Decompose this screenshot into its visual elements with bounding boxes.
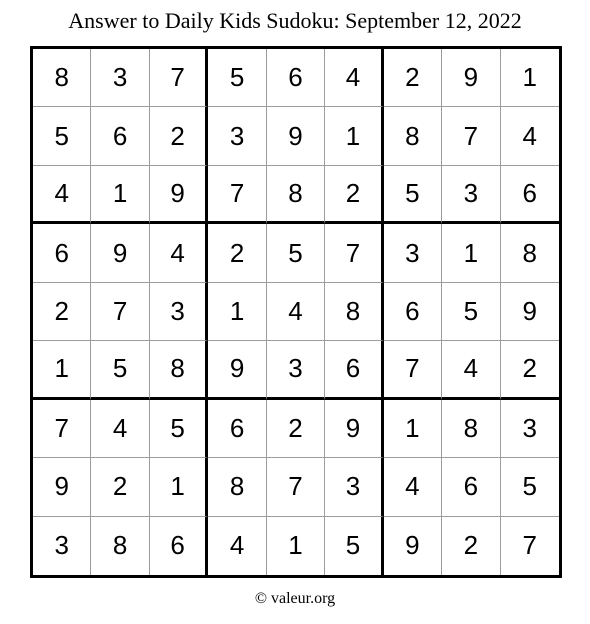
sudoku-cell-r9-c7: 9 (384, 517, 442, 575)
sudoku-cell-r2-c5: 9 (267, 107, 325, 165)
sudoku-cell-r7-c7: 1 (384, 400, 442, 458)
sudoku-cell-r8-c8: 6 (442, 458, 500, 516)
sudoku-cell-r5-c8: 5 (442, 283, 500, 341)
sudoku-cell-r9-c6: 5 (325, 517, 383, 575)
sudoku-cell-r8-c3: 1 (150, 458, 208, 516)
sudoku-cell-r4-c3: 4 (150, 224, 208, 282)
sudoku-cell-r2-c2: 6 (91, 107, 149, 165)
sudoku-cell-r6-c5: 3 (267, 341, 325, 399)
sudoku-cell-r7-c6: 9 (325, 400, 383, 458)
sudoku-cell-r1-c7: 2 (384, 49, 442, 107)
sudoku-cell-r3-c1: 4 (33, 166, 91, 224)
sudoku-cell-r9-c1: 3 (33, 517, 91, 575)
sudoku-cell-r3-c7: 5 (384, 166, 442, 224)
sudoku-cell-r3-c3: 9 (150, 166, 208, 224)
sudoku-cell-r5-c5: 4 (267, 283, 325, 341)
sudoku-cell-r5-c7: 6 (384, 283, 442, 341)
sudoku-cell-r1-c4: 5 (208, 49, 266, 107)
sudoku-cell-r1-c3: 7 (150, 49, 208, 107)
sudoku-cell-r8-c4: 8 (208, 458, 266, 516)
sudoku-cell-r4-c4: 2 (208, 224, 266, 282)
sudoku-cell-r9-c9: 7 (522, 530, 537, 561)
sudoku-cell-r4-c7: 3 (384, 224, 442, 282)
sudoku-cell-r9-c2: 8 (91, 517, 149, 575)
sudoku-cell-r1-c2: 3 (91, 49, 149, 107)
sudoku-cell-r5-c9: 9 (501, 283, 559, 341)
sudoku-cell-r4-c8: 1 (442, 224, 500, 282)
sudoku-cell-r5-c1: 2 (33, 283, 91, 341)
sudoku-cell-r7-c1: 7 (33, 400, 91, 458)
sudoku-cell-r9-c3: 6 (150, 517, 208, 575)
copyright-footer: © valeur.org (254, 590, 336, 607)
sudoku-cell-r3-c2: 1 (91, 166, 149, 224)
sudoku-cell-r9-c5: 1 (267, 517, 325, 575)
sudoku-cell-r6-c2: 5 (91, 341, 149, 399)
sudoku-cell-r4-c6: 7 (325, 224, 383, 282)
sudoku-cell-r9-c4: 4 (208, 517, 266, 575)
sudoku-cell-r7-c2: 4 (91, 400, 149, 458)
sudoku-cell-r5-c6: 8 (325, 283, 383, 341)
sudoku-cell-r7-c3: 5 (150, 400, 208, 458)
sudoku-cell-r9-c8: 2 (442, 517, 500, 575)
sudoku-grid (30, 46, 562, 578)
sudoku-cell-r3-c9: 6 (501, 166, 559, 224)
sudoku-cell-r8-c5: 7 (267, 458, 325, 516)
puzzle-title: Answer to Daily Kids Sudoku: September 12, 2022 (68, 8, 522, 33)
sudoku-cell-r5-c4: 1 (208, 283, 266, 341)
sudoku-cell-r6-c6: 6 (325, 341, 383, 399)
sudoku-cell-r2-c1: 5 (33, 107, 91, 165)
sudoku-cell-r3-c6: 2 (325, 166, 383, 224)
sudoku-cell-r4-c1: 6 (33, 224, 91, 282)
sudoku-cell-r1-c9: 1 (501, 49, 559, 107)
sudoku-cell-r7-c8: 8 (442, 400, 500, 458)
sudoku-cell-r8-c7: 4 (384, 458, 442, 516)
sudoku-cell-r2-c9: 4 (501, 107, 559, 165)
sudoku-cell-r6-c1: 1 (33, 341, 91, 399)
sudoku-cell-r7-c9: 3 (501, 400, 559, 458)
sudoku-cell-r1-c1: 8 (33, 49, 91, 107)
sudoku-cell-r4-c5: 5 (267, 224, 325, 282)
sudoku-cell-r3-c5: 8 (267, 166, 325, 224)
sudoku-cell-r4-c2: 9 (91, 224, 149, 282)
sudoku-cell-r7-c5: 2 (267, 400, 325, 458)
sudoku-cell-r2-c8: 7 (442, 107, 500, 165)
sudoku-cell-r3-c8: 3 (442, 166, 500, 224)
sudoku-cell-r1-c5: 6 (267, 49, 325, 107)
sudoku-cell-r8-c2: 2 (91, 458, 149, 516)
sudoku-cell-r8-c1: 9 (33, 458, 91, 516)
sudoku-cell-r5-c3: 3 (150, 283, 208, 341)
sudoku-cell-r3-c4: 7 (208, 166, 266, 224)
sudoku-cell-r1-c6: 4 (325, 49, 383, 107)
sudoku-cell-r6-c9: 2 (501, 341, 559, 399)
sudoku-cell-r5-c2: 7 (91, 283, 149, 341)
sudoku-cell-r6-c3: 8 (150, 341, 208, 399)
sudoku-cell-r2-c6: 1 (325, 107, 383, 165)
sudoku-cell-r2-c3: 2 (150, 107, 208, 165)
sudoku-cell-r8-c9: 5 (501, 458, 559, 516)
sudoku-cell-r6-c7: 7 (384, 341, 442, 399)
sudoku-cell-r2-c4: 3 (208, 107, 266, 165)
sudoku-cell-r4-c9: 8 (501, 224, 559, 282)
sudoku-cell-r7-c4: 6 (208, 400, 266, 458)
sudoku-cell-r6-c8: 4 (442, 341, 500, 399)
sudoku-cell-r1-c8: 9 (442, 49, 500, 107)
sudoku-cell-r6-c4: 9 (208, 341, 266, 399)
sudoku-cell-r8-c6: 3 (325, 458, 383, 516)
sudoku-cell-r2-c7: 8 (384, 107, 442, 165)
